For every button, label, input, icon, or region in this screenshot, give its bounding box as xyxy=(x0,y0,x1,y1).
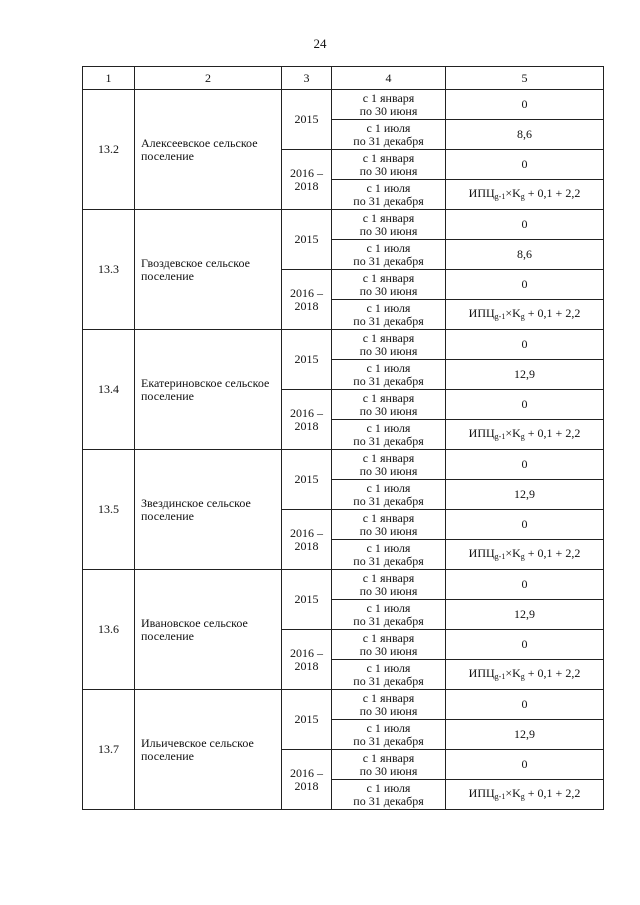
period-start: с 1 июля xyxy=(366,300,411,315)
period xyxy=(332,750,446,780)
period-start: с 1 января xyxy=(362,450,415,465)
year-range: 2016 – 2018 xyxy=(282,270,332,330)
header-col-3: 3 xyxy=(282,67,332,90)
period-end: по 30 июня xyxy=(359,523,418,538)
period-end: по 31 декабря xyxy=(353,613,424,628)
table-row xyxy=(83,450,604,480)
settlement-name: Гвоздевское сельское поселение xyxy=(135,210,282,330)
period-start: с 1 июля xyxy=(366,420,411,435)
period-end: по 30 июня xyxy=(359,463,418,478)
period-start: с 1 января xyxy=(362,690,415,705)
period xyxy=(332,360,446,390)
period xyxy=(332,300,446,330)
period xyxy=(332,420,446,450)
tariff-value: $ИПЦ_{g-1}\times K_g + 0,1 + 2,2$ xyxy=(446,180,604,210)
header-col-5: 5 xyxy=(446,67,604,90)
table-row xyxy=(83,690,604,720)
tariff-value: 8,6 xyxy=(446,240,604,270)
period xyxy=(332,120,446,150)
settlement-name: Ильичевское сельское поселение xyxy=(135,690,282,810)
period-start: с 1 января xyxy=(362,330,415,345)
period-end: по 30 июня xyxy=(359,283,418,298)
settlement-name: Екатериновское сельское поселение xyxy=(135,330,282,450)
period-end: по 30 июня xyxy=(359,103,418,118)
period-end: по 30 июня xyxy=(359,163,418,178)
header-col-1: 1 xyxy=(83,67,135,90)
tariff-value: 0 xyxy=(446,690,604,720)
header-row xyxy=(83,67,604,90)
period-start: с 1 июля xyxy=(366,660,411,675)
period-end: по 31 декабря xyxy=(353,373,424,388)
tariff-value: $ИПЦ_{g-1}\times K_g + 0,1 + 2,2$ xyxy=(446,300,604,330)
year-range: 2016 – 2018 xyxy=(282,150,332,210)
settlement-name: Звездинское сельское поселение xyxy=(135,450,282,570)
period-start: с 1 июля xyxy=(366,360,411,375)
year-range: 2015 xyxy=(282,570,332,630)
year-range: 2015 xyxy=(282,450,332,510)
year-range: 2016 – 2018 xyxy=(282,510,332,570)
entry-code: 13.2 xyxy=(83,90,135,210)
entry-code: 13.7 xyxy=(83,690,135,810)
period-end: по 31 декабря xyxy=(353,793,424,808)
tariff-value: 0 xyxy=(446,330,604,360)
period xyxy=(332,720,446,750)
period-start: с 1 января xyxy=(362,750,415,765)
period xyxy=(332,570,446,600)
year-range: 2016 – 2018 xyxy=(282,630,332,690)
period-end: по 31 декабря xyxy=(353,673,424,688)
period-end: по 31 декабря xyxy=(353,253,424,268)
tariff-value: $ИПЦ_{g-1}\times K_g + 0,1 + 2,2$ xyxy=(446,780,604,810)
period xyxy=(332,510,446,540)
tariff-value: $ИПЦ_{g-1}\times K_g + 0,1 + 2,2$ xyxy=(446,540,604,570)
period-start: с 1 января xyxy=(362,510,415,525)
tariff-value: 0 xyxy=(446,510,604,540)
entry-code: 13.3 xyxy=(83,210,135,330)
header-col-2: 2 xyxy=(135,67,282,90)
period-start: с 1 января xyxy=(362,570,415,585)
period-end: по 31 декабря xyxy=(353,313,424,328)
period xyxy=(332,660,446,690)
period-end: по 31 декабря xyxy=(353,433,424,448)
tariff-value: 0 xyxy=(446,750,604,780)
period-end: по 30 июня xyxy=(359,223,418,238)
period-end: по 30 июня xyxy=(359,343,418,358)
period-end: по 31 декабря xyxy=(353,493,424,508)
tariff-value: 12,9 xyxy=(446,360,604,390)
period-start: с 1 июля xyxy=(366,180,411,195)
year-range: 2016 – 2018 xyxy=(282,750,332,810)
period xyxy=(332,480,446,510)
settlement-name: Алексеевское сельское поселение xyxy=(135,90,282,210)
period-start: с 1 июля xyxy=(366,480,411,495)
tariff-value: 12,9 xyxy=(446,480,604,510)
period-start: с 1 января xyxy=(362,210,415,225)
period xyxy=(332,630,446,660)
period-end: по 30 июня xyxy=(359,403,418,418)
header-col-4: 4 xyxy=(332,67,446,90)
period xyxy=(332,450,446,480)
period-end: по 30 июня xyxy=(359,643,418,658)
table-row xyxy=(83,330,604,360)
tariff-table-body xyxy=(83,67,604,810)
tariff-value: 12,9 xyxy=(446,720,604,750)
tariff-value: $ИПЦ_{g-1}\times K_g + 0,1 + 2,2$ xyxy=(446,420,604,450)
tariff-value: 0 xyxy=(446,390,604,420)
year-range: 2016 – 2018 xyxy=(282,390,332,450)
period-start: с 1 июля xyxy=(366,120,411,135)
tariff-value: 0 xyxy=(446,90,604,120)
period xyxy=(332,600,446,630)
tariff-value: 12,9 xyxy=(446,600,604,630)
period-start: с 1 июля xyxy=(366,240,411,255)
entry-code: 13.4 xyxy=(83,330,135,450)
period-end: по 31 декабря xyxy=(353,193,424,208)
entry-code: 13.5 xyxy=(83,450,135,570)
period xyxy=(332,210,446,240)
page-number: 24 xyxy=(313,36,327,51)
period-end: по 30 июня xyxy=(359,583,418,598)
period xyxy=(332,330,446,360)
period-end: по 30 июня xyxy=(359,763,418,778)
period xyxy=(332,90,446,120)
tariff-value: 8,6 xyxy=(446,120,604,150)
period-end: по 30 июня xyxy=(359,703,418,718)
year-range: 2015 xyxy=(282,90,332,150)
period-start: с 1 июля xyxy=(366,540,411,555)
period-start: с 1 января xyxy=(362,270,415,285)
period xyxy=(332,240,446,270)
tariff-table xyxy=(82,66,604,810)
period-start: с 1 января xyxy=(362,90,415,105)
table-row xyxy=(83,90,604,120)
year-range: 2015 xyxy=(282,690,332,750)
period-start: с 1 июля xyxy=(366,720,411,735)
period-start: с 1 января xyxy=(362,150,415,165)
period xyxy=(332,690,446,720)
period-start: с 1 января xyxy=(362,390,415,405)
period xyxy=(332,150,446,180)
table-row xyxy=(83,210,604,240)
table-row xyxy=(83,570,604,600)
settlement-name: Ивановское сельское поселение xyxy=(135,570,282,690)
year-range: 2015 xyxy=(282,330,332,390)
tariff-value: 0 xyxy=(446,210,604,240)
period xyxy=(332,780,446,810)
entry-code: 13.6 xyxy=(83,570,135,690)
period-start: с 1 июля xyxy=(366,600,411,615)
period-end: по 31 декабря xyxy=(353,733,424,748)
year-range: 2015 xyxy=(282,210,332,270)
tariff-value: 0 xyxy=(446,150,604,180)
tariff-value: $ИПЦ_{g-1}\times K_g + 0,1 + 2,2$ xyxy=(446,660,604,690)
tariff-value: 0 xyxy=(446,570,604,600)
tariff-value: 0 xyxy=(446,450,604,480)
period-end: по 31 декабря xyxy=(353,553,424,568)
tariff-value: 0 xyxy=(446,630,604,660)
period-start: с 1 июля xyxy=(366,780,411,795)
period xyxy=(332,540,446,570)
period xyxy=(332,180,446,210)
period-start: с 1 января xyxy=(362,630,415,645)
tariff-value: 0 xyxy=(446,270,604,300)
period xyxy=(332,270,446,300)
period-end: по 31 декабря xyxy=(353,133,424,148)
period xyxy=(332,390,446,420)
